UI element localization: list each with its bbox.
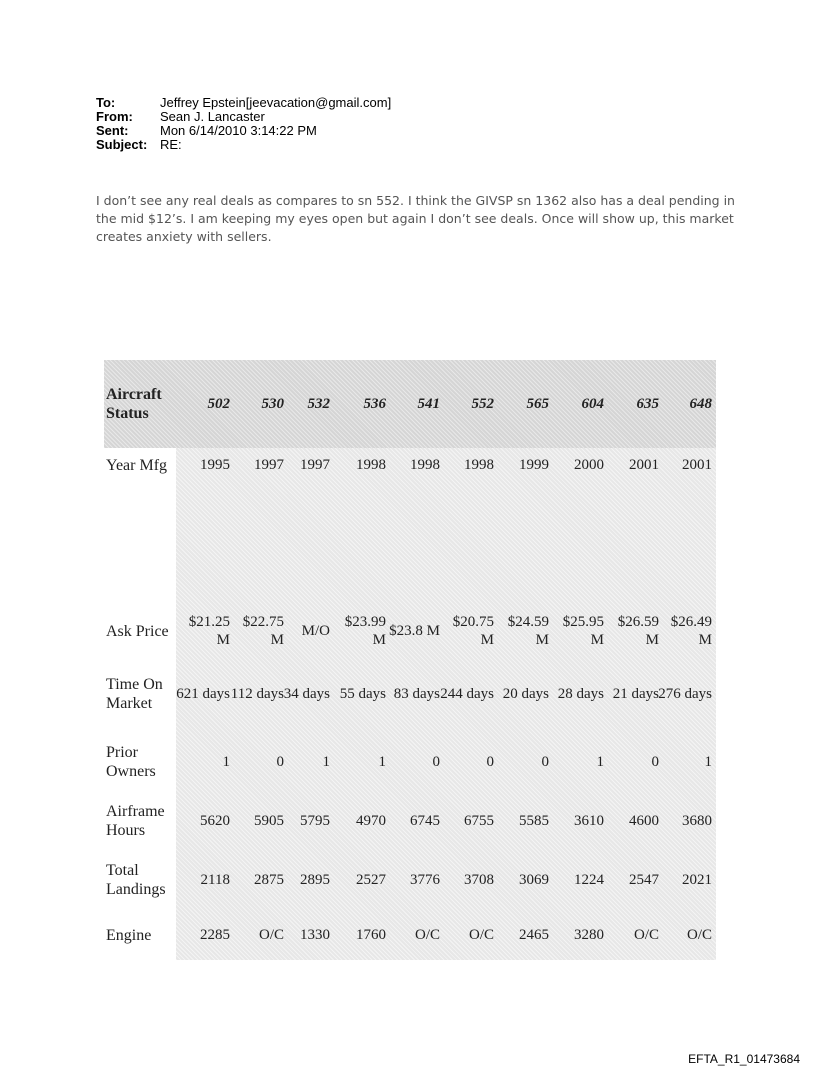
table-cell: 2000 [574,457,604,473]
table-cell: 3069 [519,872,549,888]
table-cell: 1 [222,754,230,770]
table-cell: 621 days [176,686,230,702]
table-cell: 83 days [393,686,440,702]
table-cell: O/C [468,927,494,943]
email-header [96,96,391,152]
table-cell: 1998 [464,457,494,473]
table-cell: 244 days [440,686,494,702]
subject-value: RE: [160,137,182,152]
sent-label: Sent: [96,123,129,138]
table-cell: 2875 [254,872,284,888]
row-label: Ask Price [106,622,169,640]
table-cell: 20 days [502,686,549,702]
serial-header: 530 [261,396,284,412]
table-cell: 2021 [682,872,712,888]
table-cell: $24.59 M [507,614,549,648]
table-cell: 0 [541,754,549,770]
table-cell: 21 days [612,686,659,702]
serial-header: 648 [689,396,712,412]
email-body: I don’t see any real deals as compares to sn 552. I think the GIVSP sn 1362 also has a deal pending in the mid $12’s. I am keeping my eyes open but again I don’t see deals. Once will show up, this market creates anxiety with sellers. [96,193,735,244]
table-cell: M/O [301,623,330,639]
table-row-ask-price [104,606,716,656]
table-cell: $21.25 M [188,614,230,648]
serial-header: 604 [581,396,604,412]
aircraft-status-table [104,360,716,960]
table-cell: 0 [651,754,659,770]
table-cell: 6745 [410,813,440,829]
table-cell: $26.59 M [617,614,659,648]
table-row-prior-owners [104,732,716,792]
table-cell: 1760 [356,927,386,943]
table-cell: 1999 [519,457,549,473]
row-label: Total Landings [106,862,166,898]
table-cell: 2895 [300,872,330,888]
row-label: Prior Owners [106,744,156,780]
table-cell: 1995 [200,457,230,473]
serial-header: 635 [636,396,659,412]
table-row-engine [104,910,716,960]
from-value: Sean J. Lancaster [160,109,265,124]
table-cell: 5585 [519,813,549,829]
row-label: Time On Market [106,676,163,712]
table-cell: 34 days [283,686,330,702]
serial-header: 565 [526,396,549,412]
table-cell: 1998 [410,457,440,473]
table-cell: 2001 [682,457,712,473]
table-cell: 276 days [658,686,712,702]
table-cell: O/C [686,927,712,943]
row-label: Year Mfg [106,457,168,474]
row-label: Engine [106,926,152,944]
table-cell: 5905 [254,813,284,829]
table-cell: 6755 [464,813,494,829]
table-cell: 3610 [574,813,604,829]
table-cell: O/C [258,927,284,943]
table-cell: 1998 [356,457,386,473]
table-cell: 3708 [464,872,494,888]
table-cell: 2527 [356,872,386,888]
table-cell: 28 days [557,686,604,702]
table-cell: $25.95 M [562,614,604,648]
table-cell: 0 [486,754,494,770]
table-cell: 1330 [300,927,330,943]
table-row-time-on-market [104,656,716,732]
table-cell: 2285 [200,927,230,943]
table-cell: 3776 [410,872,440,888]
to-row [96,96,391,110]
table-cell: 0 [432,754,440,770]
table-cell: $23.8 M [389,623,440,639]
serial-header: 541 [417,396,440,412]
to-label: To: [96,95,116,110]
table-row-airframe-hours [104,792,716,850]
subject-row [96,138,391,152]
table-cell: 55 days [339,686,386,702]
table-cell: O/C [414,927,440,943]
table-header-row [104,360,716,448]
table-cell: 1997 [300,457,330,473]
serial-header: 502 [207,396,230,412]
table-cell: 3280 [574,927,604,943]
table-cell: 5795 [300,813,330,829]
serial-header: 552 [471,396,494,412]
table-cell: $26.49 M [670,614,712,648]
table-cell: 2547 [629,872,659,888]
document-id: EFTA_R1_01473684 [688,1052,800,1066]
table-cell: $23.99 M [344,614,386,648]
table-cell: 4970 [356,813,386,829]
table-cell: 1 [378,754,386,770]
subject-label: Subject: [96,137,148,152]
table-cell: 0 [276,754,284,770]
table-cell: 1 [704,754,712,770]
serial-header: 536 [363,396,386,412]
table-cell: 1 [322,754,330,770]
table-cell: 5620 [200,813,230,829]
table-cell: 3680 [682,813,712,829]
table-cell: O/C [633,927,659,943]
table-cell: 2118 [200,872,230,888]
from-row [96,110,391,124]
table-cell: $20.75 M [452,614,494,648]
table-cell: 4600 [629,813,659,829]
table-cell: $22.75 M [242,614,284,648]
table-cell: 2465 [519,927,549,943]
table-cell: 1 [596,754,604,770]
table-cell: 1997 [254,457,284,473]
table-cell: 1224 [574,872,604,888]
table-cell: 112 days [230,686,284,702]
table-row-total-landings [104,850,716,910]
to-value: Jeffrey Epstein[jeevacation@gmail.com] [160,95,392,110]
serial-header: 532 [307,396,330,412]
header-label: Aircraft Status [106,386,162,422]
sent-value: Mon 6/14/2010 3:14:22 PM [160,123,317,138]
table-cell: 2001 [629,457,659,473]
sent-row [96,124,391,138]
table-row-year-mfg [104,448,716,478]
row-label: Airframe Hours [106,803,165,839]
from-label: From: [96,109,133,124]
